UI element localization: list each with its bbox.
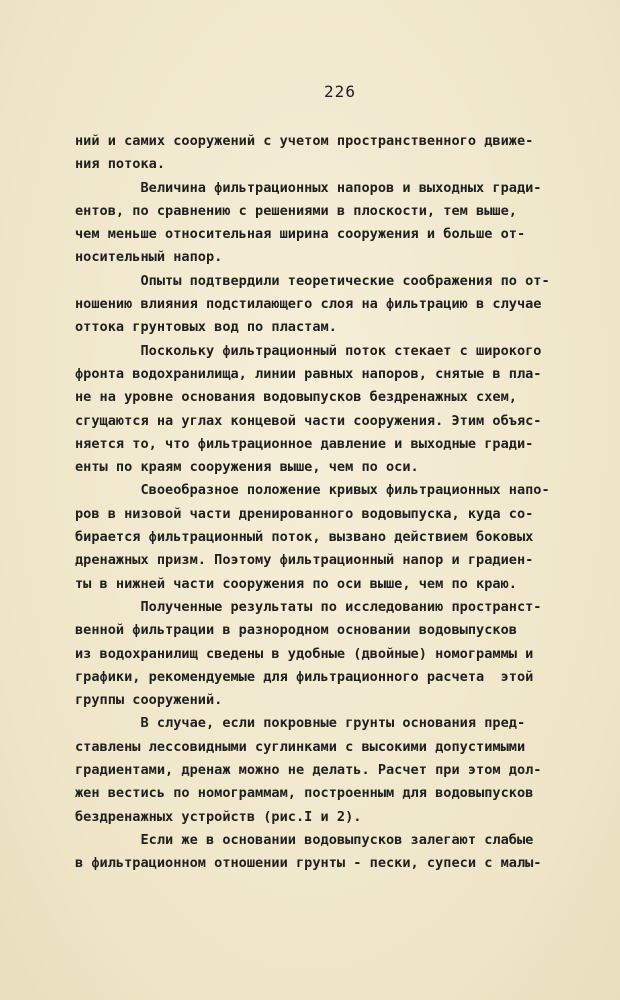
text-line: из водохранилищ сведены в удобные (двойные) номограммы и: [75, 645, 534, 662]
text-line: графики, рекомендуемые для фильтрационного расчета этой: [75, 668, 534, 685]
text-line: бирается фильтрационный поток, вызвано действием боковых: [75, 529, 534, 546]
text-line: бездренажных устройств (рис.I и 2).: [75, 808, 362, 825]
text-line: носительный напор.: [75, 249, 223, 266]
page-number: 226: [324, 82, 356, 101]
text-line: ния потока.: [75, 156, 166, 173]
text-line: оттока грунтовых вод по пластам.: [75, 319, 337, 336]
text-line: ентов, по сравнению с решениями в плоскости, тем выше,: [75, 202, 517, 219]
text-line: дренажных призм. Поэтому фильтрационный напор и градиен-: [75, 552, 534, 569]
text-line: Поскольку фильтрационный поток стекает с широкого: [75, 342, 542, 359]
text-line: градиентами, дренаж можно не делать. Расчет при этом дол-: [75, 762, 542, 779]
text-line: фронта водохранилища, линии равных напоров, снятые в пла-: [75, 365, 542, 382]
text-line: не на уровне основания водовыпусков бездренажных схем,: [75, 389, 517, 406]
text-line: ставлены лессовидными суглинками с высокими допустимыми: [75, 738, 526, 755]
text-line: Полученные результаты по исследованию пространст-: [75, 598, 542, 615]
text-line: Своеобразное положение кривых фильтрационных напо-: [75, 482, 550, 499]
text-line: ношению влияния подстилающего слоя на фильтрацию в случае: [75, 296, 542, 313]
text-line: чем меньше относительная ширина сооружения и больше от-: [75, 226, 526, 243]
text-line: ты в нижней части сооружения по оси выше, чем по краю.: [75, 575, 517, 592]
text-line: Опыты подтвердили теоретические соображения по от-: [75, 272, 550, 289]
text-line: сгущаются на углах концевой части сооружения. Этим объяс-: [75, 412, 542, 429]
text-line: венной фильтрации в разнородном основании водовыпусков: [75, 622, 517, 639]
text-line: ров в низовой части дренированного водовыпуска, куда со-: [75, 505, 534, 522]
text-line: ний и самих сооружений с учетом пространственного движе-: [75, 133, 534, 149]
text-line: группы сооружений.: [75, 692, 223, 709]
text-line: няется то, что фильтрационное давление и выходные гради-: [75, 435, 534, 452]
text-line: Если же в основании водовыпусков залегают слабые: [75, 831, 534, 848]
body-text: [75, 130, 600, 876]
text-line: жен вестись по номограммам, построенным для водовыпусков: [75, 785, 534, 802]
text-line: енты по краям сооружения выше, чем по оси.: [75, 459, 419, 476]
text-line: В случае, если покровные грунты основания пред-: [75, 715, 526, 732]
text-line: в фильтрационном отношении грунты - пески, супеси с малы-: [75, 855, 542, 872]
text-line: Величина фильтрационных напоров и выходных гради-: [75, 179, 542, 196]
